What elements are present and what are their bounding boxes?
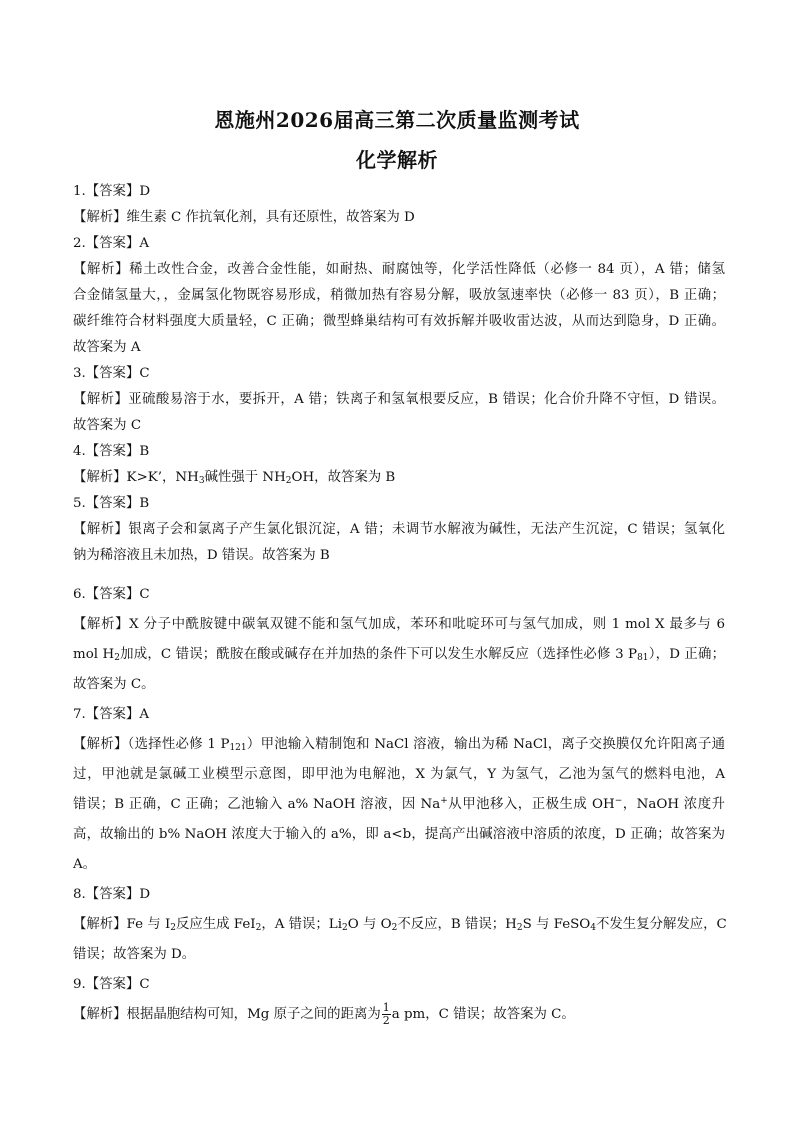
- answer-list: [73, 179, 725, 1028]
- q6-analysis-line2: mol $H_2$加成，C 错误；酰胺在酸或碱存在并加热的条件下可以发生水解反应（选择性必修 3 $P_{81}$），D 正确；: [73, 647, 725, 663]
- q8-analysis-line1: 【解析】Fe 与 $I_2$反应生成 FeI$_2$，A 错误；$Li_2O$ 与 $O_2$不反应，B 错误；$H_2S$ 与 FeSO$_4$不发生复分解发应，C: [73, 917, 727, 933]
- fraction: $\frac{1}{2}$: [382, 1001, 390, 1027]
- q7-analysis-line2: 过，甲池就是氯碱工业模型示意图，即甲池为电解池，X 为氯气，Y 为氢气，乙池为氢气的燃料电池，A: [73, 767, 725, 782]
- q6-analysis-line3: 故答案为 C。: [73, 677, 155, 692]
- q3-answer: 3.【答案】C: [73, 366, 150, 381]
- q6-analysis-line1: 【解析】X 分子中酰胺键中碳氧双键不能和氢气加成，苯环和吡啶环可与氢气加成，则 1 mol X 最多与 6: [73, 617, 725, 632]
- q7-answer: 7.【答案】A: [73, 707, 150, 722]
- q5-analysis-line2: 钠为稀溶液且未加热，D 错误。故答案为 B: [73, 548, 330, 563]
- q9-answer: 9.【答案】C: [73, 977, 150, 992]
- q1-answer: 1.【答案】D: [73, 184, 151, 199]
- q1-analysis: 【解析】维生素 C 作抗氧化剂，具有还原性，故答案为 D: [73, 210, 415, 225]
- q8-answer: 8.【答案】D: [73, 887, 151, 902]
- q2-analysis-line1: 【解析】稀土改性合金，改善合金性能，如耐热、耐腐蚀等，化学活性降低（必修一 84 页），A 错；储氢: [73, 262, 725, 277]
- q2-analysis-line2: 合金储氢量大，，金属氢化物既容易形成，稍微加热有容易分解，吸放氢速率快（必修一 83 页），B 正确；: [73, 288, 725, 303]
- q7-analysis-line5: A。: [73, 857, 97, 872]
- q4-analysis: 【解析】K>K’，$NH_3$碱性强于 $NH_2OH$，故答案为 B: [73, 470, 396, 486]
- q7-analysis-line4: 高，故输出的 b% NaOH 浓度大于输入的 a%，即 a<b，提高产出碱溶液中溶质的浓度，D 正确；故答案为: [73, 827, 725, 842]
- q3-analysis-line1: 【解析】亚硫酸易溶于水，要拆开，A 错；铁离子和氢氧根要反应，B 错误；化合价升降不守恒，D 错误。: [73, 392, 725, 407]
- q9-analysis: 【解析】根据晶胞结构可知，Mg 原子之间的距离为 $\frac{1}{2}$ a pm，C 错误；故答案为 C。: [73, 1001, 575, 1027]
- q6-answer: 6.【答案】C: [73, 587, 150, 602]
- q7-analysis-line3: 错误；B 正确，C 正确；乙池输入 a% NaOH 溶液，因 Na+从甲池移入，正极生成 OH−，NaOH 浓度升: [73, 796, 725, 812]
- q2-analysis-line3: 碳纤维符合材料强度大质量轻，C 正确；微型蜂巢结构可有效拆解并吸收雷达波，从而达到隐身，D 正确。: [73, 314, 725, 329]
- q7-analysis-line1: 【解析】（选择性必修 1 $P_{121}$）甲池输入精制饱和 NaCl 溶液，输出为稀 NaCl，离子交换膜仅允许阳离子通: [73, 737, 725, 753]
- q8-analysis-line2: 错误；故答案为 D。: [73, 947, 196, 962]
- q5-answer: 5.【答案】B: [73, 496, 150, 511]
- q2-analysis-line4: 故答案为 A: [73, 340, 141, 355]
- q3-analysis-line2: 故答案为 C: [73, 418, 142, 433]
- doc-subtitle: 化学解析: [356, 148, 438, 172]
- q2-answer: 2.【答案】A: [73, 236, 150, 251]
- q5-analysis-line1: 【解析】银离子会和氯离子产生氯化银沉淀，A 错；未调节水解液为碱性，无法产生沉淀，C 错误；氢氧化: [73, 522, 725, 537]
- q4-answer: 4.【答案】B: [73, 444, 150, 459]
- doc-title: 恩施州2026届高三第二次质量监测考试: [214, 108, 580, 132]
